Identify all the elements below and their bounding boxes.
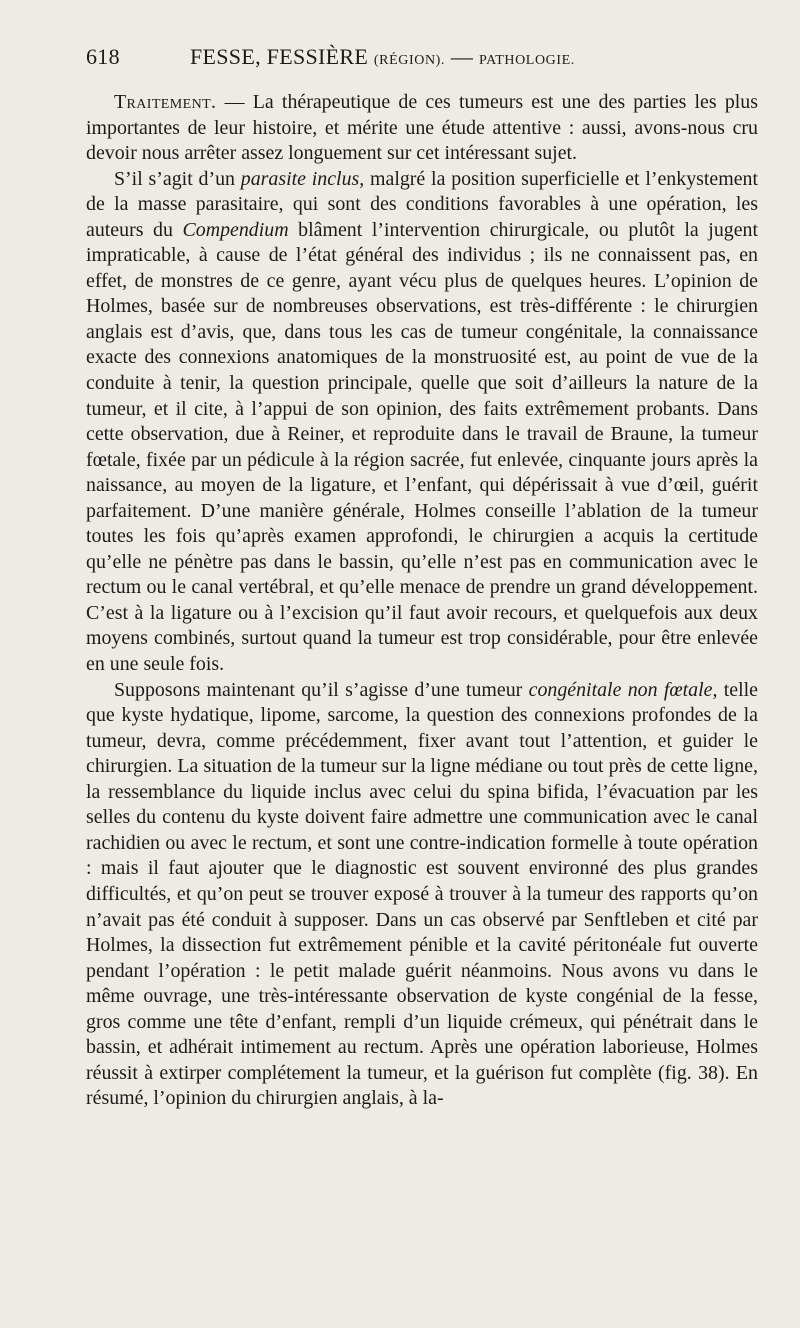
running-title-section: PATHOLOGIE. (478, 53, 575, 68)
running-title-dash: — (450, 44, 474, 69)
page-number: 618 (86, 44, 120, 69)
text-run: S’il s’agit d’un (114, 167, 241, 190)
running-title (190, 44, 758, 70)
text-run: blâment l’intervention chirurgicale, ou plutôt la jugent impraticable, à cause de l’état général des individus ; ils ne connaissent pas, en effet, de monstres de ce genre, ayant vécu plus de quelques heures. L’opinion de Holmes, basée sur de nombreuses observations, est très-différente : le chirurgien anglais est d’avis, que, dans tous les cas de tumeur congénitale, la connaissance exacte des connexions anatomiques de la monstruosité est, au point de vue de la conduite à tenir, la question principale, quelle que soit d’ailleurs la nature de la tumeur, et il cite, à l’appui de son opinion, des faits extrêmement probants. Dans cette observation, due à Reiner, et reproduite dans le travail de Braune, la tumeur fœtale, fixée par un pédicule à la région sacrée, fut enlevée, cinquante jours après la naissance, au moyen de la ligature, et l’enfant, qui dépérissait à vue d’œil, guérit parfaitement. D’une manière générale, Holmes conseille l’ablation de la tumeur toutes les fois qu’après examen approfondi, le chirurgien a acquis la certitude qu’elle ne pénètre pas dans le bassin, qu’elle n’est pas en communication avec le rectum ou le canal vertébral, et qu’elle menace de prendre un grand développement. C’est à la ligature ou à l’excision qu’il faut avoir recours, et quelquefois aux deux moyens combinés, surtout quand la tumeur est trop considérable, pour être enlevée en une seule fois. (86, 218, 759, 676)
running-title-region: (RÉGION). (373, 53, 446, 68)
paragraph-lead: Traitement. (114, 91, 217, 113)
text-run: malgré la position superficielle et l’enkystement de la masse parasitaire, qui sont des conditions favorables à une opération, les auteurs du (86, 167, 759, 241)
text-run: — La thérapeutique de ces tumeurs est une des parties les plus importantes de leur histoire, et mérite une étude attentive : aussi, avons-nous cru devoir nous arrêter assez longuement sur cet intéressant sujet. (86, 91, 758, 165)
text-run: Supposons maintenant qu’il s’agisse d’une tumeur (114, 678, 529, 701)
paragraph (86, 167, 758, 678)
text-run: telle que kyste hydatique, lipome, sarcome, la question des connexions profondes de la tumeur, devra, comme précédemment, fixer avant tout l’attention, et guider le chirurgien. La situation de la tumeur sur la ligne médiane ou tout près de cette ligne, la ressemblance du liquide inclus avec celui du spina bifida, l’évacuation par les selles du contenu du kyste doivent faire admettre une communication avec le canal rachidien ou avec le rectum, et sont une contre-indication formelle à toute opération : mais il faut ajouter que le diagnostic est souvent environné des plus grandes difficultés, et qu’on peut se trouver exposé à trouver à la tumeur des rapports qu’on n’avait pas été conduit à supposer. Dans un cas observé par Senftleben et cité par Holmes, la dissection fut extrêmement pénible et la cavité péritonéale fut ouverte pendant l’opération : le petit malade guérit néanmoins. Nous avons vu dans le même ouvrage, une très-intéressante observation de kyste congénial de la fesse, gros comme une tête d’enfant, rempli d’un liquide crémeux, qui pénétrait dans le bassin, et adhérait intimement au rectum. Après une opération laborieuse, Holmes réussit à extirper complétement la tumeur, et la guérison fut complète (fig. 38). En résumé, l’opinion du chirurgien anglais, à la- (86, 678, 758, 1110)
running-head (86, 44, 758, 84)
paragraph (86, 678, 758, 1112)
paragraph (86, 90, 758, 167)
italic-text: congénitale non fœtale, (528, 678, 718, 701)
body-text (86, 90, 758, 1112)
running-title-main: FESSE, FESSIÈRE (190, 44, 369, 69)
italic-text: parasite inclus, (240, 167, 365, 190)
italic-text: Compendium (182, 218, 289, 241)
